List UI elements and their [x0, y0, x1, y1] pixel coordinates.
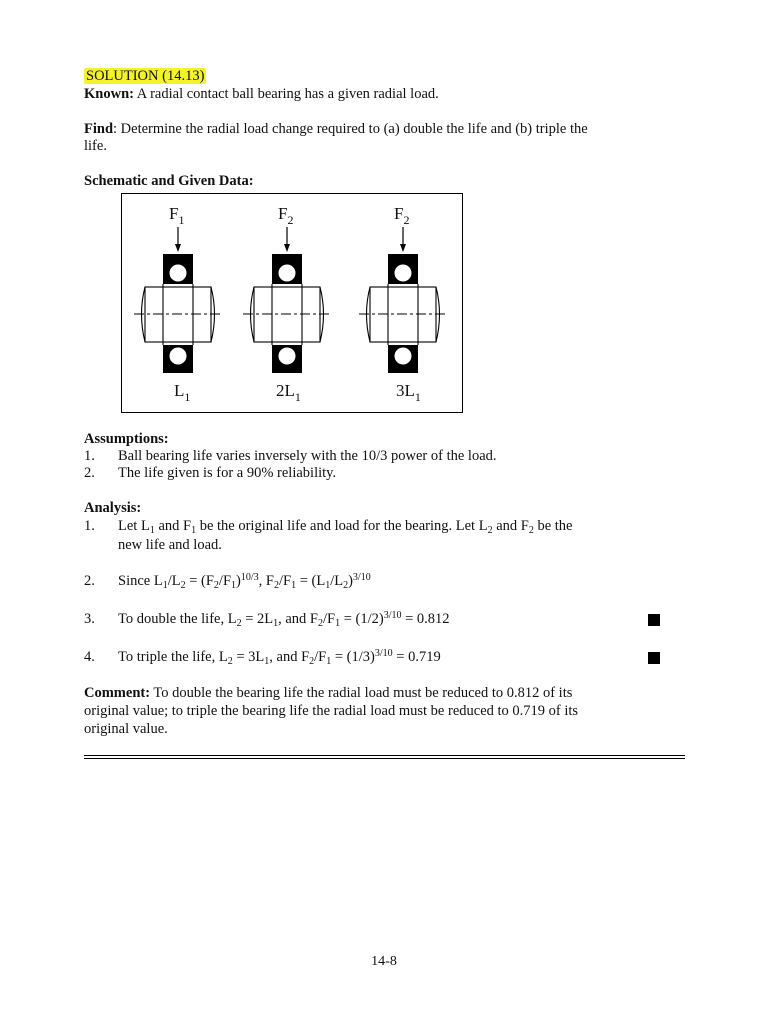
analysis-step-1-line-2: new life and load. [118, 537, 222, 553]
comment-line-1: Comment: To double the bearing life the radial load must be reduced to 0.812 of its [84, 685, 573, 701]
analysis-num-1: 1. [84, 518, 95, 534]
life-label-1: $L_1$ [174, 381, 191, 404]
analysis-step-3: To double the life, $L_2 = 2L_1$, and $F_2/F_1 = (1/2)^{3/10} = 0.812$ [118, 610, 450, 629]
life-label-2: $2L_1$ [276, 381, 301, 404]
divider-rule-bottom [84, 758, 685, 759]
analysis-num-3: 3. [84, 611, 95, 627]
comment-line-2: original value; to triple the bearing life the radial load must be reduced to 0.719 of its [84, 703, 579, 719]
bearing-1 [134, 227, 222, 373]
known-line [84, 86, 439, 103]
analysis-step-2: Since $L_1/L_2 = (F_2/F_1)^{10/3}$, $F_2/F_1 = (L_1/L_2)^{3/10}$ [118, 572, 371, 591]
analysis-step-1: Let $L_1$ and $F_1$ be the original life and load for the bearing. Let $L_2$ and $F_2$ be the [118, 518, 573, 536]
load-label-3: $F_2$ [394, 204, 410, 227]
find-label: Find [84, 121, 114, 137]
schematic-heading: Schematic and Given Data: [84, 173, 254, 189]
known-text: A radial contact ball bearing has a given radial load. [136, 86, 439, 102]
load-label-2: $F_2$ [278, 204, 294, 227]
life-label-3: $3L_1$ [396, 381, 421, 404]
bearing-2 [243, 227, 331, 373]
solution-highlight: SOLUTION (14.13) [86, 68, 205, 84]
assumption-text-1: Ball bearing life varies inversely with the 10/3 power of the load. [118, 448, 497, 464]
bearing-schematic [121, 193, 463, 413]
known-label: Known: [84, 86, 134, 102]
analysis-num-4: 4. [84, 649, 95, 665]
qed-square-icon [648, 652, 660, 664]
solution-label [84, 68, 206, 85]
analysis-step-4: To triple the life, $L_2 = 3L_1$, and $F_2/F_1 = (1/3)^{3/10} = 0.719$ [118, 648, 441, 667]
find-line-2: life. [84, 138, 107, 154]
load-label-1: $F_1$ [169, 204, 185, 227]
analysis-num-2: 2. [84, 573, 95, 589]
assumption-num-2: 2. [84, 465, 95, 481]
analysis-heading: Analysis: [84, 500, 142, 516]
qed-square-icon [648, 614, 660, 626]
comment-line-3: original value. [84, 721, 168, 737]
page-number: 14-8 [371, 954, 397, 969]
bearing-3 [359, 227, 447, 373]
divider-rule-top [84, 755, 685, 756]
assumptions-heading: Assumptions: [84, 431, 169, 447]
comment-label: Comment: [84, 685, 151, 701]
find-text-1: : Determine the radial load change required to (a) double the life and (b) triple the [113, 121, 588, 137]
find-line-1 [84, 121, 588, 138]
assumption-num-1: 1. [84, 448, 95, 464]
assumption-text-2: The life given is for a 90% reliability. [118, 465, 337, 481]
